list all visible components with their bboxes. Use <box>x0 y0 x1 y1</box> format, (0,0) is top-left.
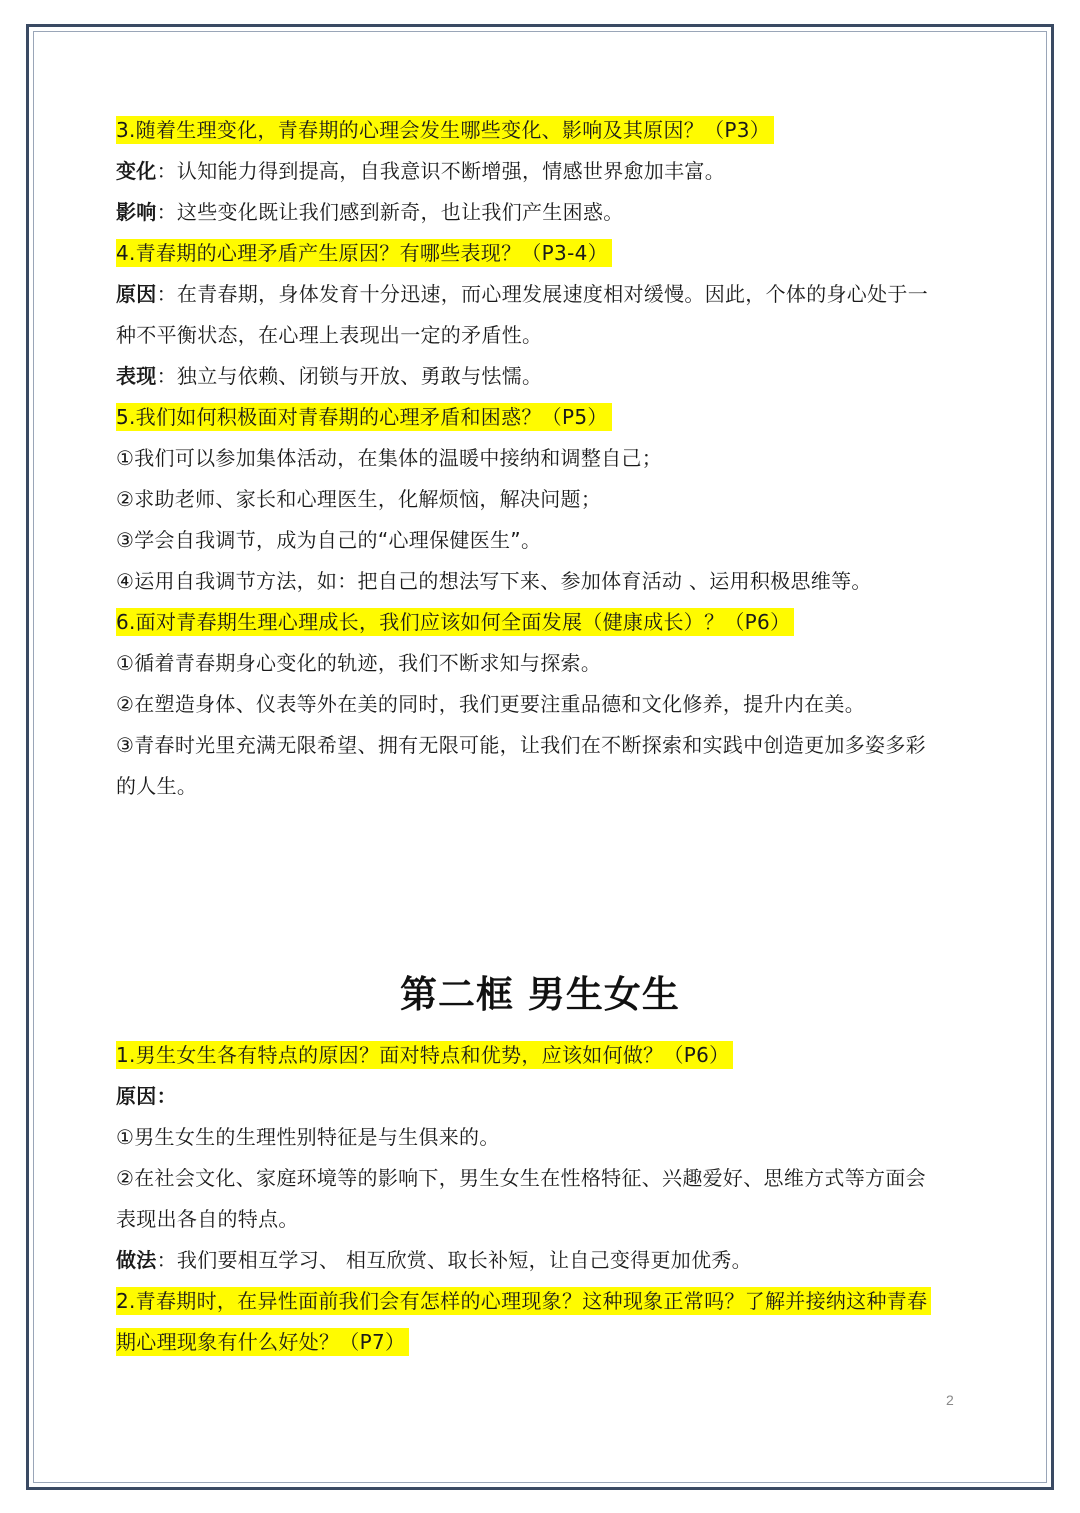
question-line <box>116 397 966 438</box>
answer-line: ②在塑造身体、仪表等外在美的同时，我们更要注重品德和文化修养，提升内在美。 <box>116 692 866 716</box>
highlighted-question: 2.青春期时，在异性面前我们会有怎样的心理现象？这种现象正常吗？了解并接纳这种青春 <box>116 1287 931 1315</box>
answer-line: ③学会自我调节，成为自己的“心理保健医生”。 <box>116 528 542 552</box>
answer-label: 影响 <box>116 200 157 224</box>
answer-line: ①我们可以参加集体活动，在集体的温暖中接纳和调整自己； <box>116 446 663 470</box>
section-title: 第二框 男生女生 <box>400 973 680 1016</box>
answer-line: ②在社会文化、家庭环境等的影响下，男生女生在性格特征、兴趣爱好、思维方式等方面会 <box>116 1166 926 1190</box>
highlighted-question: 期心理现象有什么好处？（P7） <box>116 1328 409 1356</box>
highlighted-question: 4.青春期的心理矛盾产生原因？有哪些表现？（P3-4） <box>116 239 612 267</box>
page-number: 2 <box>946 1392 954 1408</box>
answer-line: ③青春时光里充满无限希望、拥有无限可能，让我们在不断探索和实践中创造更加多姿多彩 <box>116 733 926 757</box>
study-notes-block-2 <box>116 1035 966 1363</box>
answer-line: 的人生。 <box>116 774 198 798</box>
study-notes-block-1 <box>116 110 966 807</box>
labeled-answer-line <box>116 1240 966 1281</box>
labeled-answer-line <box>116 274 966 315</box>
labeled-answer-line <box>116 1076 966 1117</box>
answer-text: ：认知能力得到提高，自我意识不断增强，情感世界愈加丰富。 <box>156 159 726 183</box>
answer-line: ①男生女生的生理性别特征是与生俱来的。 <box>116 1125 500 1149</box>
answer-text: ：这些变化既让我们感到新奇，也让我们产生困惑。 <box>156 200 624 224</box>
question-line <box>116 602 966 643</box>
question-line <box>116 233 966 274</box>
highlighted-question: 1.男生女生各有特点的原因？面对特点和优势，应该如何做？（P6） <box>116 1041 733 1069</box>
answer-text: ：我们要相互学习、 相互欣赏、取长补短，让自己变得更加优秀。 <box>156 1248 752 1272</box>
question-line <box>116 110 966 151</box>
question-line <box>116 1281 966 1322</box>
answer-label: 表现 <box>116 364 157 388</box>
answer-line: 表现出各自的特点。 <box>116 1207 299 1231</box>
answer-line: 种不平衡状态，在心理上表现出一定的矛盾性。 <box>116 323 543 347</box>
question-line <box>116 1322 966 1363</box>
answer-text: ：在青春期，身体发育十分迅速，而心理发展速度相对缓慢。因此，个体的身心处于一 <box>156 282 929 306</box>
answer-line: ②求助老师、家长和心理医生，化解烦恼，解决问题； <box>116 487 602 511</box>
answer-label: 原因 <box>116 282 157 306</box>
answer-label: 原因： <box>116 1084 177 1108</box>
answer-line: ①循着青春期身心变化的轨迹，我们不断求知与探索。 <box>116 651 602 675</box>
answer-label: 做法 <box>116 1248 157 1272</box>
answer-line: ④运用自我调节方法，如：把自己的想法写下来、参加体育活动 、运用积极思维等。 <box>116 569 872 593</box>
labeled-answer-line <box>116 192 966 233</box>
labeled-answer-line <box>116 151 966 192</box>
highlighted-question: 6.面对青春期生理心理成长，我们应该如何全面发展（健康成长）？（P6） <box>116 608 794 636</box>
labeled-answer-line <box>116 356 966 397</box>
answer-label: 变化 <box>116 159 157 183</box>
highlighted-question: 3.随着生理变化，青春期的心理会发生哪些变化、影响及其原因？（P3） <box>116 116 774 144</box>
question-line <box>116 1035 966 1076</box>
highlighted-question: 5.我们如何积极面对青春期的心理矛盾和困惑？（P5） <box>116 403 612 431</box>
answer-text: ：独立与依赖、闭锁与开放、勇敢与怯懦。 <box>156 364 543 388</box>
